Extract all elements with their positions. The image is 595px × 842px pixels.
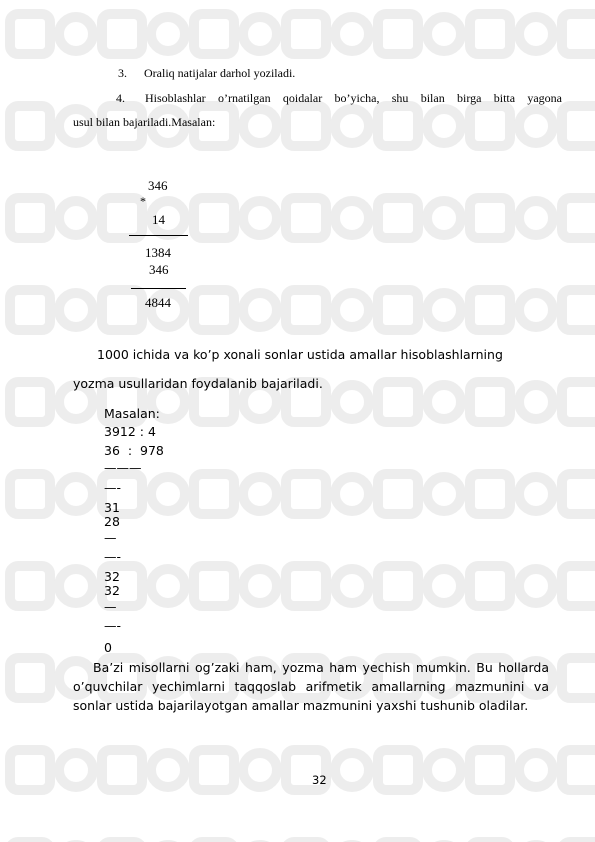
division-dash-1: ——— xyxy=(104,460,142,475)
division-problem: 3912 : 4 xyxy=(104,424,156,439)
watermark-square xyxy=(10,474,50,514)
conclusion-line-3: sonlar ustida bajarilayotgan amallar mazmunini yaxshi tushunib oladilar. xyxy=(73,698,529,713)
watermark-circle xyxy=(335,109,369,143)
watermark-circle xyxy=(427,17,461,51)
watermark-square xyxy=(562,290,595,330)
watermark-square xyxy=(378,566,418,606)
watermark-circle xyxy=(335,201,369,235)
watermark-square xyxy=(470,14,510,54)
list-item-3 xyxy=(118,66,295,81)
watermark-circle xyxy=(427,201,461,235)
watermark-circle xyxy=(519,753,553,787)
watermark-circle xyxy=(335,293,369,327)
watermark-circle xyxy=(243,201,277,235)
watermark-circle xyxy=(519,109,553,143)
watermark-circle xyxy=(151,477,185,511)
list-text: Oraliq natijalar darhol yoziladi. xyxy=(144,66,296,80)
watermark-square xyxy=(102,14,142,54)
watermark-circle xyxy=(519,477,553,511)
list-item-4-line1: Hisoblashlar o’rnatilgan qoidalar bo’yicha, shu bilan birga bitta yagona xyxy=(145,91,562,105)
watermark-circle xyxy=(243,17,277,51)
watermark-circle xyxy=(59,569,93,603)
watermark-square xyxy=(470,198,510,238)
watermark-square xyxy=(10,382,50,422)
watermark-square xyxy=(378,474,418,514)
list-number: 3. xyxy=(118,66,127,80)
watermark-square xyxy=(470,566,510,606)
watermark-circle xyxy=(519,201,553,235)
watermark-square xyxy=(562,566,595,606)
division-subtract-28: 28 xyxy=(104,514,120,529)
watermark-circle xyxy=(243,477,277,511)
watermark-circle xyxy=(59,477,93,511)
division-dash-4: —- xyxy=(104,549,122,564)
division-label: Masalan: xyxy=(104,406,160,421)
conclusion-paragraph xyxy=(73,658,549,715)
watermark-circle xyxy=(151,753,185,787)
watermark-square xyxy=(102,198,142,238)
multiplicand: 346 xyxy=(148,178,168,193)
division-dash-3: — xyxy=(104,530,117,545)
division-subtract-32: 32 xyxy=(104,583,120,598)
watermark-circle xyxy=(335,753,369,787)
watermark-square xyxy=(102,750,142,790)
watermark-square xyxy=(194,566,234,606)
watermark-circle xyxy=(59,753,93,787)
watermark-square xyxy=(562,382,595,422)
watermark-square xyxy=(286,290,326,330)
watermark-circle xyxy=(427,293,461,327)
watermark-square xyxy=(378,750,418,790)
watermark-square xyxy=(562,198,595,238)
conclusion-line-2: o’quvchilar yechimlarni taqqoslab arifmetik amallarning mazmunini va xyxy=(73,679,549,694)
division-dash-6: —- xyxy=(104,618,122,633)
watermark-square xyxy=(470,106,510,146)
division-remainder-31: 31 xyxy=(104,500,120,515)
watermark-square xyxy=(10,198,50,238)
watermark-square xyxy=(10,106,50,146)
watermark-square xyxy=(286,14,326,54)
page-number: 32 xyxy=(312,773,327,787)
partial-product-2: 346 xyxy=(149,262,169,277)
watermark-square xyxy=(194,198,234,238)
watermark-square xyxy=(470,382,510,422)
watermark-circle xyxy=(519,385,553,419)
watermark-square xyxy=(378,382,418,422)
watermark-circle xyxy=(59,17,93,51)
watermark-square xyxy=(10,14,50,54)
list-item-4-line2: usul bilan bajariladi.Masalan: xyxy=(73,115,216,129)
intro-line-2: yozma usullaridan foydalanib bajariladi. xyxy=(73,376,323,391)
product-result: 4844 xyxy=(145,295,171,310)
multiplication-rule-2 xyxy=(131,288,186,289)
watermark-square xyxy=(194,14,234,54)
watermark-circle xyxy=(335,477,369,511)
list-item-4-number: 4. xyxy=(116,91,125,105)
division-remainder-32: 32 xyxy=(104,569,120,584)
multiplication-rule-1 xyxy=(129,235,188,236)
watermark-circle xyxy=(335,385,369,419)
watermark-circle xyxy=(59,293,93,327)
watermark-square xyxy=(194,290,234,330)
multiply-operator: * xyxy=(140,194,146,208)
watermark-square xyxy=(562,474,595,514)
watermark-circle xyxy=(335,17,369,51)
watermark-circle xyxy=(427,753,461,787)
division-row-1: 36 : 978 xyxy=(104,443,164,458)
watermark-circle xyxy=(151,17,185,51)
watermark-square xyxy=(378,198,418,238)
watermark-circle xyxy=(427,385,461,419)
partial-product-1: 1384 xyxy=(145,245,171,260)
watermark-square xyxy=(10,658,50,698)
watermark-square xyxy=(470,290,510,330)
watermark-square xyxy=(378,14,418,54)
watermark-square xyxy=(286,474,326,514)
watermark-square xyxy=(10,290,50,330)
watermark-circle xyxy=(519,569,553,603)
watermark-square xyxy=(286,106,326,146)
watermark-square xyxy=(378,106,418,146)
watermark-square xyxy=(286,566,326,606)
watermark-circle xyxy=(243,293,277,327)
watermark-square xyxy=(562,750,595,790)
watermark-circle xyxy=(335,569,369,603)
watermark-circle xyxy=(243,569,277,603)
watermark-circle xyxy=(243,753,277,787)
watermark-circle xyxy=(519,293,553,327)
watermark-square xyxy=(562,106,595,146)
watermark-square xyxy=(562,658,595,698)
multiplier: 14 xyxy=(152,212,165,227)
watermark-square xyxy=(470,474,510,514)
intro-line-1: 1000 ichida va ko’p xonali sonlar ustida amallar hisoblashlarning xyxy=(97,347,503,362)
watermark-square xyxy=(10,566,50,606)
division-final-remainder: 0 xyxy=(104,640,112,655)
watermark-square xyxy=(10,750,50,790)
watermark-circle xyxy=(151,569,185,603)
watermark-circle xyxy=(59,201,93,235)
division-dash-2: —- xyxy=(104,480,122,495)
watermark-circle xyxy=(519,17,553,51)
watermark-circle xyxy=(427,569,461,603)
watermark-square xyxy=(286,198,326,238)
watermark-square xyxy=(194,474,234,514)
watermark-square xyxy=(194,750,234,790)
conclusion-line-1: Ba’zi misollarni og’zaki ham, yozma ham yechish mumkin. Bu hollarda xyxy=(93,660,549,675)
watermark-square xyxy=(562,14,595,54)
watermark-circle xyxy=(427,109,461,143)
watermark-circle xyxy=(427,477,461,511)
watermark-square xyxy=(470,750,510,790)
division-dash-5: — xyxy=(104,599,117,614)
watermark-square xyxy=(102,290,142,330)
watermark-circle xyxy=(243,109,277,143)
watermark-square xyxy=(378,290,418,330)
